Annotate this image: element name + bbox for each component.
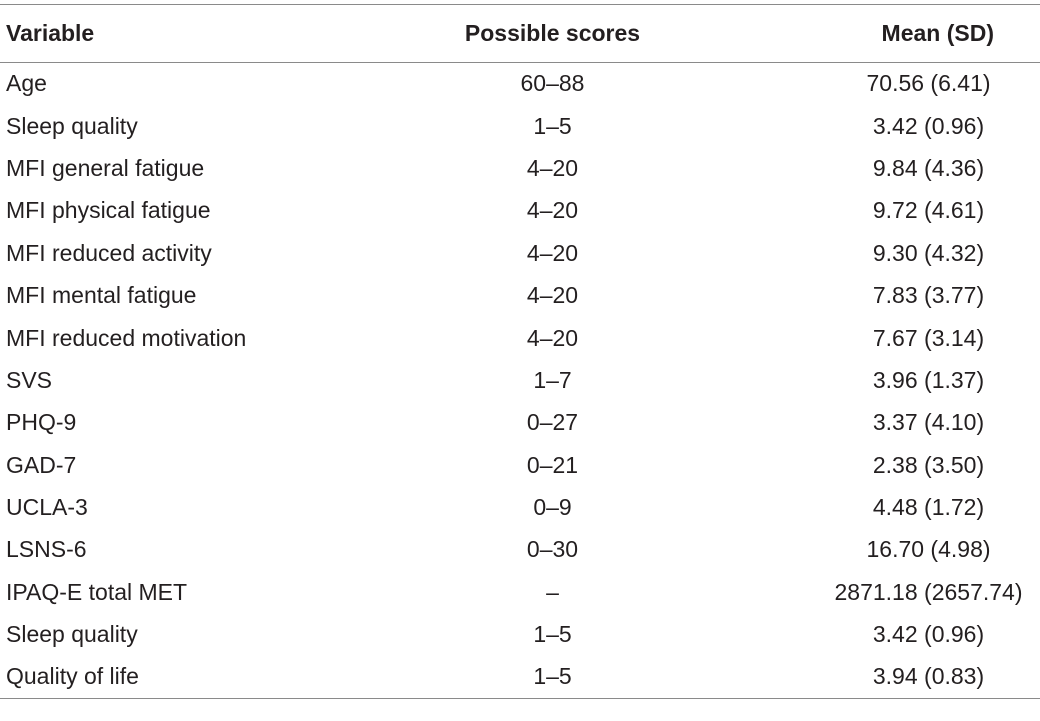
table-row — [0, 571, 1040, 613]
possible-scores-cell: 0–21 — [526, 451, 579, 478]
table-row — [0, 402, 1040, 444]
possible-scores-cell: 1–5 — [533, 112, 572, 139]
variable-cell: MFI physical fatigue — [6, 197, 211, 224]
header-mean-sd: Mean (SD) — [735, 5, 1040, 63]
mean-sd-cell: 16.70 (4.98) — [866, 536, 991, 563]
table-row — [0, 529, 1040, 571]
possible-scores-cell: 0–30 — [526, 536, 579, 563]
table-row — [0, 105, 1040, 147]
table-row — [0, 147, 1040, 189]
mean-sd-cell: 2.38 (3.50) — [872, 451, 985, 478]
variable-cell: MFI mental fatigue — [6, 282, 197, 309]
variable-cell: MFI general fatigue — [6, 154, 205, 181]
possible-scores-cell: 4–20 — [526, 239, 579, 266]
table-row — [0, 486, 1040, 528]
possible-scores-cell: 4–20 — [526, 154, 579, 181]
variable-cell: Sleep quality — [6, 112, 138, 139]
mean-sd-cell: 3.37 (4.10) — [872, 409, 985, 436]
header-possible-scores: Possible scores — [370, 5, 735, 63]
variable-cell: MFI reduced motivation — [6, 324, 247, 351]
variable-cell: LSNS-6 — [6, 536, 87, 563]
table-row — [0, 614, 1040, 656]
possible-scores-cell: 1–5 — [533, 621, 572, 648]
mean-sd-cell: 7.83 (3.77) — [872, 282, 985, 309]
variable-cell: GAD-7 — [6, 451, 77, 478]
mean-sd-cell: 9.72 (4.61) — [872, 197, 985, 224]
variable-cell: Quality of life — [0, 656, 370, 698]
mean-sd-cell: 3.42 (0.96) — [872, 112, 985, 139]
table-row — [0, 232, 1040, 274]
header-row — [0, 5, 1040, 63]
mean-sd-cell: 3.96 (1.37) — [872, 366, 985, 393]
mean-sd-cell: 4.48 (1.72) — [872, 494, 985, 521]
descriptive-statistics-table-container — [0, 4, 1040, 721]
table-row — [0, 359, 1040, 401]
mean-sd-cell: 9.84 (4.36) — [872, 154, 985, 181]
possible-scores-cell: 0–9 — [533, 494, 572, 521]
mean-sd-cell: 2871.18 (2657.74) — [834, 578, 1023, 605]
variable-cell: PHQ-9 — [6, 409, 77, 436]
possible-scores-cell: 4–20 — [526, 324, 579, 351]
mean-sd-cell: 70.56 (6.41) — [866, 70, 991, 97]
table-row — [0, 190, 1040, 232]
table-row — [0, 274, 1040, 316]
table-row — [0, 656, 1040, 698]
possible-scores-cell: 1–5 — [370, 656, 735, 698]
header-variable: Variable — [0, 5, 370, 63]
variable-cell: MFI reduced activity — [6, 239, 212, 266]
table-row — [0, 444, 1040, 486]
mean-sd-cell: 7.67 (3.14) — [872, 324, 985, 351]
variable-cell: Sleep quality — [6, 621, 138, 648]
possible-scores-cell: 1–7 — [533, 366, 572, 393]
table-row — [0, 63, 1040, 105]
possible-scores-cell: 4–20 — [526, 197, 579, 224]
table-header — [0, 5, 1040, 63]
variable-cell: SVS — [6, 366, 53, 393]
table-body — [0, 63, 1040, 699]
mean-sd-cell: 3.94 (0.83) — [735, 656, 1040, 698]
mean-sd-cell: 9.30 (4.32) — [872, 239, 985, 266]
descriptive-statistics-table — [0, 4, 1040, 699]
mean-sd-cell: 3.42 (0.96) — [872, 621, 985, 648]
possible-scores-cell: 4–20 — [526, 282, 579, 309]
table-row — [0, 317, 1040, 359]
possible-scores-cell: 60–88 — [520, 70, 585, 97]
variable-cell: UCLA-3 — [6, 494, 88, 521]
possible-scores-cell: 0–27 — [526, 409, 579, 436]
variable-cell: IPAQ-E total MET — [6, 578, 188, 605]
variable-cell: Age — [6, 70, 47, 97]
possible-scores-cell: – — [546, 578, 559, 605]
